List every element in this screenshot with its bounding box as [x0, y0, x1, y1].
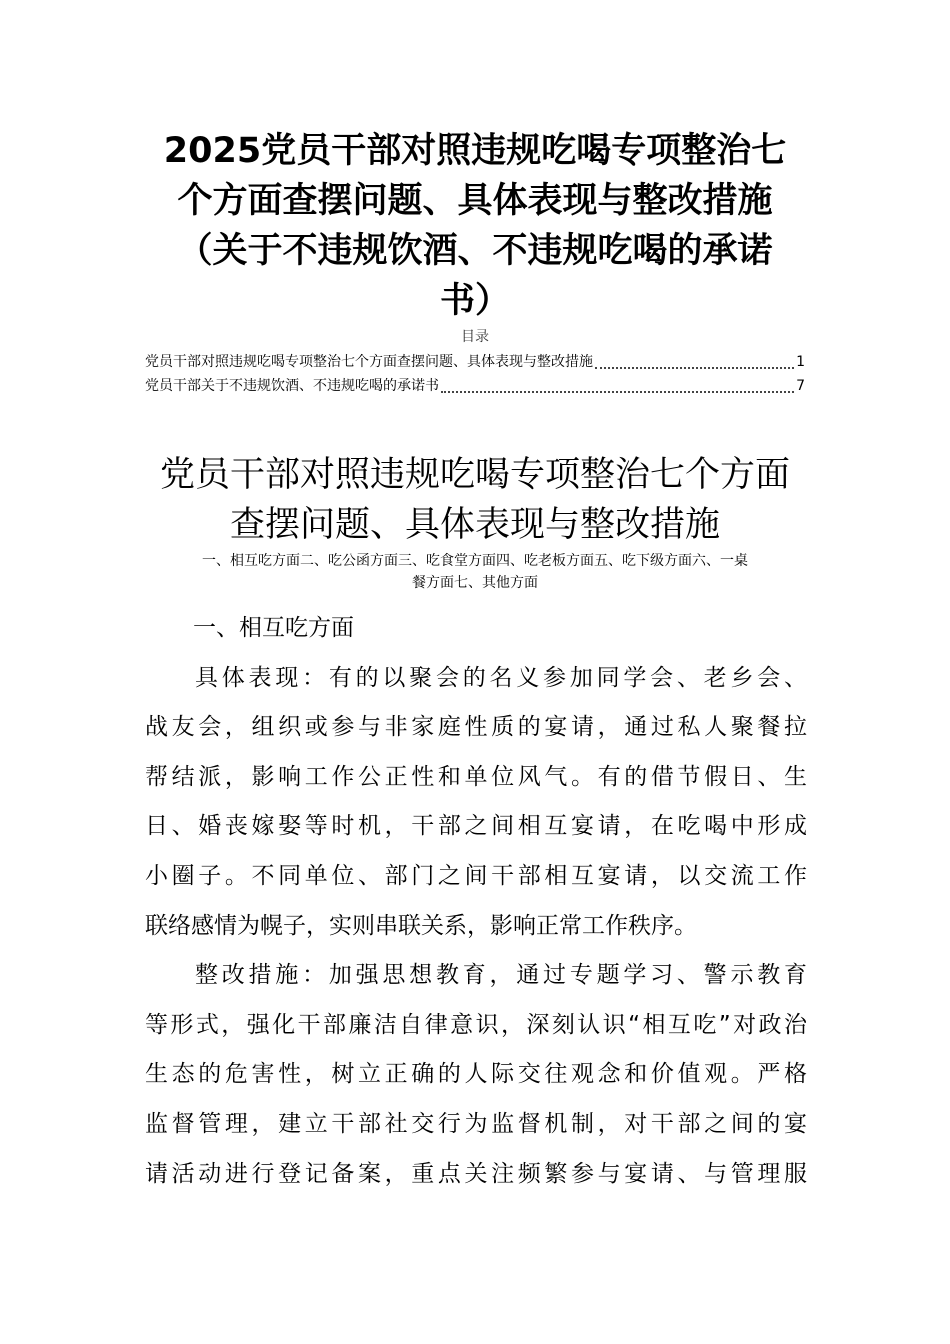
toc-entry-page[interactable]: 1 [796, 354, 805, 370]
toc-entry[interactable] [145, 350, 805, 374]
paragraph-line: 具体表现：有的以聚会的名义参加同学会、老乡会、 [195, 664, 807, 691]
title-line: 个方面查摆问题、具体表现与整改措施 [177, 181, 773, 221]
toc-entry-label[interactable]: 党员干部关于不违规饮酒、不违规吃喝的承诺书 [145, 378, 439, 394]
toc-leader-dots [595, 367, 794, 369]
subtitle-line: 一、相互吃方面二、吃公函方面三、吃食堂方面四、吃老板方面五、吃下级方面六、一桌 [202, 553, 748, 569]
paragraph-specific-manifestations [145, 654, 807, 952]
paragraph-line: 战友会，组织或参与非家庭性质的宴请，通过私人聚餐拉 [145, 714, 807, 741]
paragraph-line: 整改措施：加强思想教育，通过专题学习、警示教育 [195, 962, 807, 989]
paragraph-line: 监督管理，建立干部社交行为监督机制，对干部之间的宴 [145, 1110, 807, 1137]
paragraph-line: 日、婚丧嫁娶等时机，干部之间相互宴请，在吃喝中形成 [145, 813, 807, 840]
section-subtitle [145, 550, 805, 594]
section-title [145, 450, 805, 550]
paragraph-line: 请活动进行登记备案，重点关注频繁参与宴请、与管理服 [145, 1160, 807, 1187]
paragraph-line: 联络感情为幌子，实则串联关系，影响正常工作秩序。 [145, 912, 697, 939]
paragraph-line: 小圈子。不同单位、部门之间干部相互宴请，以交流工作 [145, 862, 807, 889]
toc-entry[interactable] [145, 374, 805, 398]
section-title-line: 查摆问题、具体表现与整改措施 [229, 505, 720, 545]
subsection-heading: 一、相互吃方面 [193, 615, 354, 641]
body-text [145, 604, 807, 1199]
subtitle-line: 餐方面七、其他方面 [412, 575, 538, 591]
table-of-contents [145, 350, 805, 398]
paragraph-line: 等形式，强化干部廉洁自律意识，深刻认识“相互吃”对政治 [145, 1011, 807, 1038]
document-title [150, 126, 800, 326]
title-line: 2025党员干部对照违规吃喝专项整治七 [163, 131, 787, 171]
title-line: （关于不违规饮酒、不违规吃喝的承诺 [177, 231, 773, 271]
paragraph-line: 帮结派，影响工作公正性和单位风气。有的借节假日、生 [145, 763, 807, 790]
title-line: 书） [439, 281, 510, 321]
paragraph-rectification-measures [145, 951, 807, 1199]
toc-entry-label[interactable]: 党员干部对照违规吃喝专项整治七个方面查摆问题、具体表现与整改措施 [145, 354, 593, 370]
toc-leader-dots [441, 391, 794, 393]
section-title-line: 党员干部对照违规吃喝专项整治七个方面 [159, 455, 790, 495]
toc-heading: 目录 [461, 329, 489, 345]
paragraph-line: 生态的危害性，树立正确的人际交往观念和价值观。严格 [145, 1061, 807, 1088]
toc-entry-page[interactable]: 7 [796, 378, 805, 394]
